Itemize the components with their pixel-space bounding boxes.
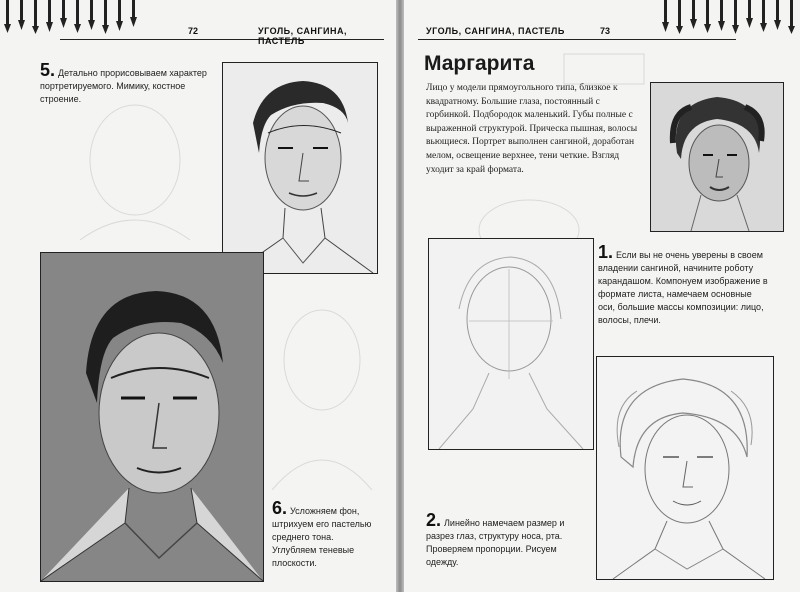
step-number: 1. [598, 242, 614, 262]
portrait-drawing-man-stage6 [40, 252, 264, 582]
sketch-woman-stage1 [428, 238, 594, 450]
brushes-decoration-left [0, 0, 150, 34]
reference-drawing-woman [650, 82, 784, 232]
step-1 [598, 244, 768, 327]
step-text: Усложняем фон, штрихуем его пастелью среднего тона. Углубляем теневые плоскости. [272, 506, 372, 568]
step-6 [272, 500, 372, 570]
step-text: Линейно намечаем размер и разрез глаз, структуру носа, рта. Проверяем пропорции. Рисуем одежду. [426, 518, 565, 567]
ghost-sketch [554, 48, 654, 86]
header-rule [418, 39, 736, 40]
ghost-sketch-right [262, 290, 382, 490]
portrait-drawing-man-stage5 [222, 62, 378, 274]
brushes-decoration-right [650, 0, 800, 34]
intro-paragraph: Лицо у модели прямоугольного типа, близкое к квадратному. Большие глаза, постоянный с горбинкой. Подбородок маленький. Губы полные с выраженной структурой. Прическа пышная, волосы вьющиеся. Портрет выполнен сангиной, доработан мелом, освещение верхнее, тени четкие. Взгляд уходит за край формата. [426, 83, 638, 175]
brushes-icon [0, 0, 150, 34]
sketch-woman-stage2 [596, 356, 774, 580]
left-page [0, 0, 396, 592]
right-page [404, 0, 800, 592]
step-text: Детально прорисовываем характер портретируемого. Мимику, костное строение. [40, 68, 207, 104]
step-number: 2. [426, 510, 442, 530]
step-5 [40, 62, 210, 106]
page-number: 73 [600, 26, 611, 36]
step-number: 6. [272, 498, 288, 518]
page-title: Маргарита [424, 52, 535, 75]
running-title: УГОЛЬ, САНГИНА, ПАСТЕЛЬ [426, 26, 565, 36]
step-2 [426, 512, 588, 569]
ghost-sketch [60, 100, 210, 240]
step-number: 5. [40, 60, 56, 80]
page-number: 72 [188, 26, 199, 36]
brushes-icon [650, 0, 800, 34]
step-text: Если вы не очень уверены в своем владении сангиной, начините роботу карандашом. Компонуем изображение в формате листа, намечаем основные оси, большие массы композиции: лицо, волосы, плечи. [598, 250, 768, 325]
running-title: УГОЛЬ, САНГИНА, ПАСТЕЛЬ [258, 26, 347, 46]
book-gutter [396, 0, 404, 592]
